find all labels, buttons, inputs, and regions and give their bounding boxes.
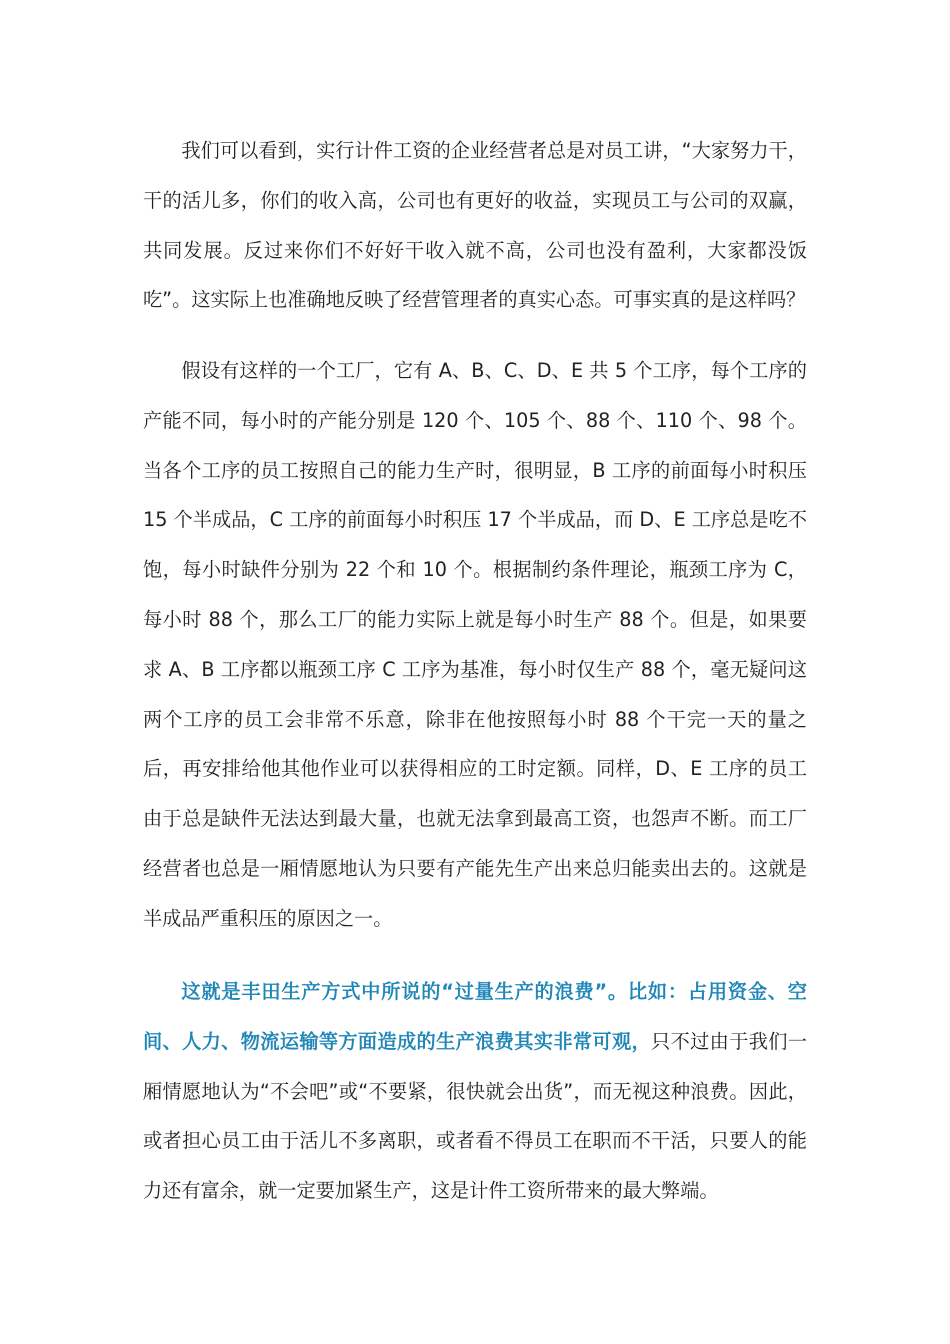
highlighted-text: 这就是丰田生产方式中所说的“过量生产的浪费”。比如：占用资金、空间、人力、物流运输等方面造成的生产浪费其实非常可观， — [143, 980, 807, 1053]
paragraph-1 — [143, 126, 807, 325]
paragraph-3 — [143, 967, 807, 1216]
paragraph-2-text: 假设有这样的一个工厂，它有 A、B、C、D、E 共 5 个工序，每个工序的产能不同，每小时的产能分别是 120 个、105 个、88 个、110 个、98 个。当各个工序的员工按照自己的能力生产时，很明显，B 工序的前面每小时积压 15 个半成品，C 工序的前面每小时积压 17 个半成品，而 D、E 工序总是吃不饱，每小时缺件分别为 22 个和 10 个。根据制约条件理论，瓶颈工序为 C，每小时 88 个，那么工厂的能力实际上就是每小时生产 88 个。但是，如果要求 A、B 工序都以瓶颈工序 C 工序为基准，每小时仅生产 88 个，毫无疑问这两个工序的员工会非常不乐意，除非在他按照每小时 88 个干完一天的量之后，再安排给他其他作业可以获得相应的工时定额。同样，D、E 工序的员工由于总是缺件无法达到最大量，也就无法拿到最高工资，也怨声不断。而工厂经营者也总是一厢情愿地认为只要有产能先生产出来总归能卖出去的。这就是半成品严重积压的原因之一。 — [143, 359, 807, 930]
paragraph-3-text: 只不过由于我们一厢情愿地认为“不会吧”或“不要紧，很快就会出货”，而无视这种浪费。因此，或者担心员工由于活儿不多离职，或者看不得员工在职而不干活，只要人的能力还有富余，就一定要加紧生产，这是计件工资所带来的最大弊端。 — [143, 1029, 808, 1203]
paragraph-1-text: 我们可以看到，实行计件工资的企业经营者总是对员工讲，“大家努力干，干的活儿多，你们的收入高，公司也有更好的收益，实现员工与公司的双赢，共同发展。反过来你们不好好干收入就不高，公司也没有盈利，大家都没饭吃”。这实际上也准确地反映了经营管理者的真实心态。可事实真的是这样吗？ — [143, 139, 807, 312]
paragraph-2 — [143, 346, 807, 944]
